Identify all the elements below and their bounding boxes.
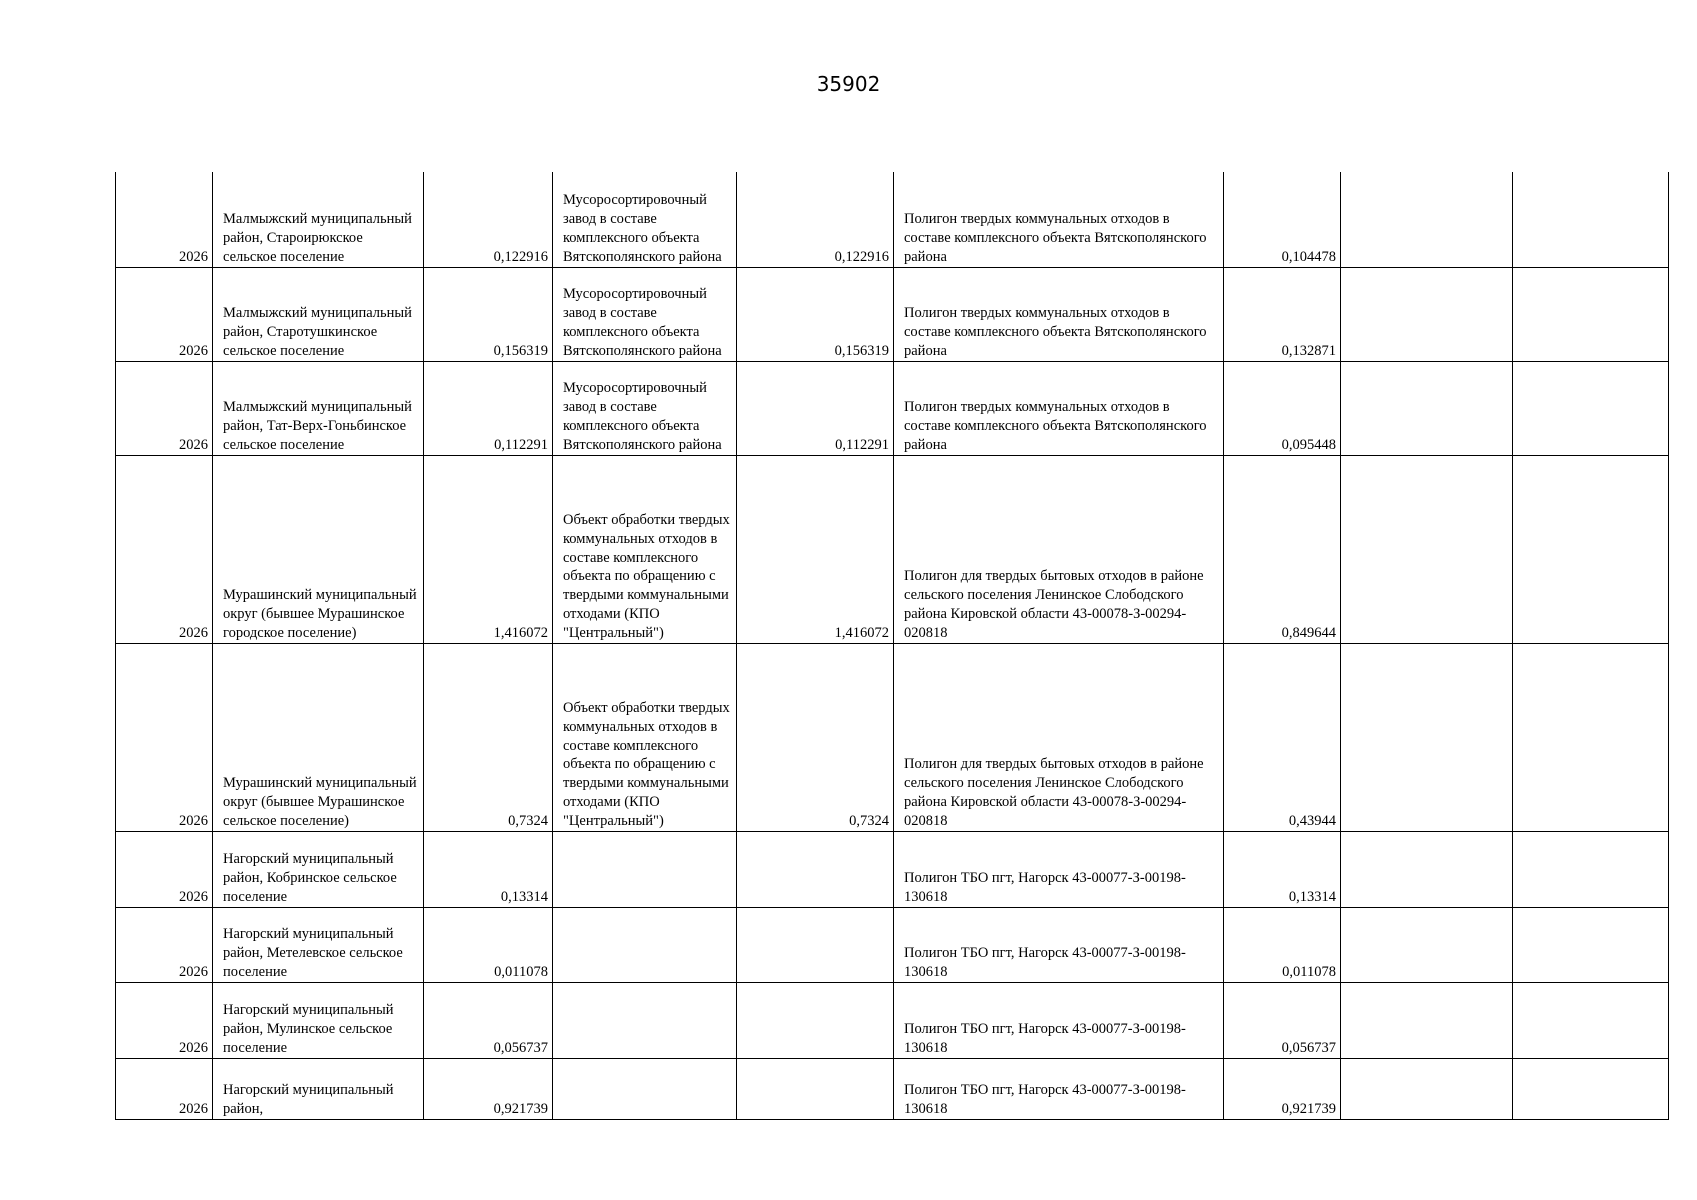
table-row: [116, 361, 1669, 455]
empty-cell: [1341, 361, 1513, 455]
disposed-mass-cell: 0,011078: [1224, 907, 1341, 982]
processed-mass-cell: 0,122916: [737, 172, 894, 267]
table-row: [116, 982, 1669, 1058]
processed-mass-cell: [737, 831, 894, 907]
territory-cell: Мурашинский муниципальный округ (бывшее Мурашинское городское поселение): [213, 455, 424, 643]
disposal-facility-cell: Полигон ТБО пгт, Нагорск 43-00077-З-00198-130618: [894, 831, 1224, 907]
territory-cell: Малмыжский муниципальный район, Староирюкское сельское поселение: [213, 172, 424, 267]
empty-cell: [1341, 1058, 1513, 1119]
processed-mass-cell: 0,7324: [737, 643, 894, 831]
empty-cell: [1513, 172, 1669, 267]
disposal-facility-cell: Полигон ТБО пгт, Нагорск 43-00077-З-00198-130618: [894, 907, 1224, 982]
processing-facility-cell: Объект обработки твердых коммунальных отходов в составе комплексного объекта по обращению с твердыми коммунальными отходами (КПО "Центральный"): [553, 643, 737, 831]
year-cell: 2026: [116, 907, 213, 982]
empty-cell: [1513, 982, 1669, 1058]
empty-cell: [1341, 907, 1513, 982]
disposed-mass-cell: 0,849644: [1224, 455, 1341, 643]
year-cell: 2026: [116, 172, 213, 267]
mass-cell: 0,13314: [424, 831, 553, 907]
territory-cell: Мурашинский муниципальный округ (бывшее Мурашинское сельское поселение): [213, 643, 424, 831]
empty-cell: [1513, 643, 1669, 831]
table-row: [116, 267, 1669, 361]
empty-cell: [1513, 267, 1669, 361]
disposal-facility-cell: Полигон ТБО пгт, Нагорск 43-00077-З-00198-130618: [894, 1058, 1224, 1119]
year-cell: 2026: [116, 831, 213, 907]
processing-facility-cell: [553, 1058, 737, 1119]
territory-cell: Нагорский муниципальный район, Кобринское сельское поселение: [213, 831, 424, 907]
empty-cell: [1341, 643, 1513, 831]
territory-cell: Нагорский муниципальный район,: [213, 1058, 424, 1119]
page-number: 35902: [816, 72, 881, 96]
disposed-mass-cell: 0,13314: [1224, 831, 1341, 907]
year-cell: 2026: [116, 267, 213, 361]
table-row: [116, 831, 1669, 907]
disposal-facility-cell: Полигон для твердых бытовых отходов в районе сельского поселения Ленинское Слободского района Кировской области 43-00078-З-00294-020818: [894, 455, 1224, 643]
disposed-mass-cell: 0,056737: [1224, 982, 1341, 1058]
year-cell: 2026: [116, 361, 213, 455]
territory-cell: Малмыжский муниципальный район, Старотушкинское сельское поселение: [213, 267, 424, 361]
year-cell: 2026: [116, 455, 213, 643]
empty-cell: [1513, 361, 1669, 455]
mass-cell: 0,7324: [424, 643, 553, 831]
processed-mass-cell: 0,156319: [737, 267, 894, 361]
table-row: [116, 455, 1669, 643]
processed-mass-cell: 0,112291: [737, 361, 894, 455]
empty-cell: [1341, 267, 1513, 361]
empty-cell: [1341, 831, 1513, 907]
disposed-mass-cell: 0,095448: [1224, 361, 1341, 455]
processed-mass-cell: [737, 982, 894, 1058]
mass-cell: 1,416072: [424, 455, 553, 643]
disposed-mass-cell: 0,921739: [1224, 1058, 1341, 1119]
mass-cell: 0,122916: [424, 172, 553, 267]
disposal-facility-cell: Полигон твердых коммунальных отходов в составе комплексного объекта Вятскополянского района: [894, 267, 1224, 361]
waste-flow-table: [115, 172, 1669, 1120]
disposal-facility-cell: Полигон для твердых бытовых отходов в районе сельского поселения Ленинское Слободского района Кировской области 43-00078-З-00294-020818: [894, 643, 1224, 831]
processing-facility-cell: Мусоросортировочный завод в составе комплексного объекта Вятскополянского района: [553, 172, 737, 267]
processed-mass-cell: 1,416072: [737, 455, 894, 643]
territory-cell: Нагорский муниципальный район, Мулинское сельское поселение: [213, 982, 424, 1058]
processing-facility-cell: Мусоросортировочный завод в составе комплексного объекта Вятскополянского района: [553, 361, 737, 455]
processed-mass-cell: [737, 907, 894, 982]
territory-cell: Малмыжский муниципальный район, Тат-Верх-Гоньбинское сельское поселение: [213, 361, 424, 455]
mass-cell: 0,112291: [424, 361, 553, 455]
disposed-mass-cell: 0,104478: [1224, 172, 1341, 267]
table-row: [116, 907, 1669, 982]
processing-facility-cell: [553, 982, 737, 1058]
disposed-mass-cell: 0,132871: [1224, 267, 1341, 361]
table-row: [116, 643, 1669, 831]
empty-cell: [1341, 982, 1513, 1058]
year-cell: 2026: [116, 643, 213, 831]
empty-cell: [1513, 907, 1669, 982]
empty-cell: [1341, 172, 1513, 267]
mass-cell: 0,156319: [424, 267, 553, 361]
mass-cell: 0,056737: [424, 982, 553, 1058]
table-row: [116, 1058, 1669, 1119]
year-cell: 2026: [116, 982, 213, 1058]
disposed-mass-cell: 0,43944: [1224, 643, 1341, 831]
mass-cell: 0,921739: [424, 1058, 553, 1119]
processing-facility-cell: Мусоросортировочный завод в составе комплексного объекта Вятскополянского района: [553, 267, 737, 361]
territory-cell: Нагорский муниципальный район, Метелевское сельское поселение: [213, 907, 424, 982]
empty-cell: [1341, 455, 1513, 643]
empty-cell: [1513, 1058, 1669, 1119]
table-row: [116, 172, 1669, 267]
disposal-facility-cell: Полигон ТБО пгт, Нагорск 43-00077-З-00198-130618: [894, 982, 1224, 1058]
processing-facility-cell: [553, 831, 737, 907]
year-cell: 2026: [116, 1058, 213, 1119]
empty-cell: [1513, 455, 1669, 643]
processing-facility-cell: [553, 907, 737, 982]
disposal-facility-cell: Полигон твердых коммунальных отходов в составе комплексного объекта Вятскополянского района: [894, 172, 1224, 267]
processed-mass-cell: [737, 1058, 894, 1119]
disposal-facility-cell: Полигон твердых коммунальных отходов в составе комплексного объекта Вятскополянского района: [894, 361, 1224, 455]
processing-facility-cell: Объект обработки твердых коммунальных отходов в составе комплексного объекта по обращению с твердыми коммунальными отходами (КПО "Центральный"): [553, 455, 737, 643]
empty-cell: [1513, 831, 1669, 907]
mass-cell: 0,011078: [424, 907, 553, 982]
